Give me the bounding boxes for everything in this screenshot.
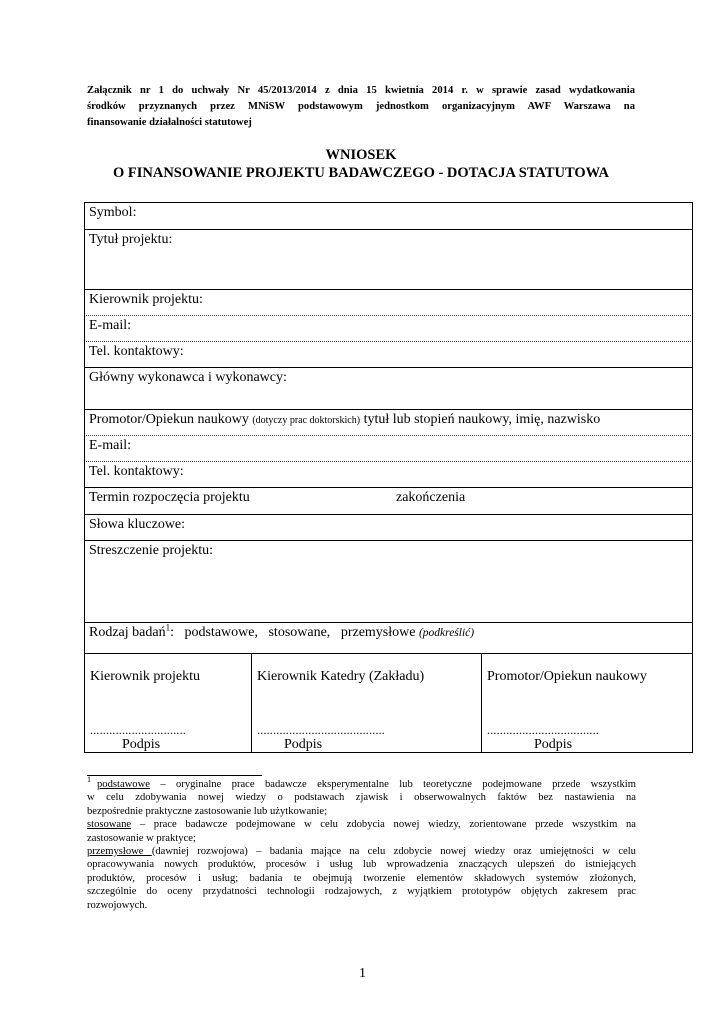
field-research-type <box>84 622 693 653</box>
field-promotor-phone[interactable] <box>84 461 693 487</box>
signature-role: Promotor/Opiekun naukowy <box>487 669 647 684</box>
footnote-ref: 1 <box>165 622 171 633</box>
footnote-term-industrial: przemysłowe <box>87 846 152 858</box>
research-type-label: Rodzaj badań <box>89 625 166 640</box>
attachment-note-line: Załącznik nr 1 do uchwały Nr 45/2013/2014 z dnia 15 kwietnia 2014 r. w sprawie zasad wydatkowania <box>87 85 635 96</box>
footnote-line: szczególnie do oceny przydatności technologii rodzajowych, z wyjątkiem prototypów objętych zakresem prac <box>87 886 636 898</box>
attachment-note-line: środków przyznanych przez MNiSW podstawowym jednostkom organizacyjnym AWF Warszawa na <box>87 101 635 112</box>
footnote-line: zastosowanie w praktyce; <box>87 832 196 844</box>
footnote-term-applied: stosowane <box>87 819 132 831</box>
promotor-phone-label: Tel. kontaktowy: <box>89 464 184 479</box>
project-manager-label: Kierownik projektu: <box>89 292 203 307</box>
footnote-line: rozwojowych. <box>87 899 148 911</box>
manager-email-label: E-mail: <box>89 318 131 333</box>
footnote-line: produktów, procesów i usług; badania te obejmują tworzenie elementów składowych systemów złożonych, <box>87 872 636 884</box>
signature-caption: Podpis <box>284 737 323 752</box>
signature-line: .............................. <box>90 723 186 737</box>
footnote-text: – oryginalne prace badawcze eksperymentalne lub teoretyczne podejmowane przede wszystkim <box>149 779 636 790</box>
research-type-applied-option[interactable]: stosowane, <box>268 625 331 640</box>
signature-line: ........................................ <box>257 723 385 737</box>
signature-promotor[interactable] <box>482 653 692 752</box>
field-project-dates[interactable] <box>84 487 693 514</box>
footnote-line: opracowywania nowych produktów, procesów i usług lub wprowadzenia znaczących ulepszeń do istniejących <box>87 859 636 871</box>
signature-role: Kierownik projektu <box>90 669 201 684</box>
signature-project-manager[interactable] <box>85 653 251 752</box>
keywords-label: Słowa kluczowe: <box>89 517 186 532</box>
research-type-line <box>89 622 475 641</box>
title-line-1: WNIOSEK <box>325 147 397 163</box>
promotor-rest: tytuł lub stopień naukowy, imię, nazwisko <box>363 412 601 427</box>
footnote <box>87 775 636 912</box>
signature-caption: Podpis <box>122 737 161 752</box>
page-number: 1 <box>359 966 366 981</box>
contractors-label: Główny wykonawca i wykonawcy: <box>89 370 287 385</box>
research-type-basic-option[interactable]: podstawowe, <box>184 625 258 640</box>
footnote-line: bezpośrednie praktyczne zastosowanie lub użytkowanie; <box>87 805 328 817</box>
document-title <box>87 146 635 182</box>
symbol-label: Symbol: <box>89 205 137 220</box>
promotor-main: Promotor/Opiekun naukowy <box>89 412 249 427</box>
underline-instruction: (podkreślić) <box>418 627 475 639</box>
field-promotor[interactable] <box>84 409 693 435</box>
signature-department-head[interactable] <box>252 653 481 752</box>
attachment-note <box>87 83 635 131</box>
promotor-email-label: E-mail: <box>89 438 131 453</box>
footnote-line <box>87 818 636 831</box>
research-type-industrial-option[interactable]: przemysłowe <box>340 625 416 640</box>
end-date-label: zakończenia <box>396 490 466 505</box>
signature-role: Kierownik Katedry (Zakładu) <box>257 669 425 684</box>
signature-line: ................................... <box>487 723 599 737</box>
start-date-label: Termin rozpoczęcia projektu <box>89 490 250 505</box>
signature-caption: Podpis <box>534 737 573 752</box>
form-bottom-border <box>84 752 693 753</box>
field-manager-phone[interactable] <box>84 341 693 367</box>
field-promotor-email[interactable] <box>84 435 693 461</box>
footnote-text: – prace badawcze podejmowane w celu zdobycia nowej wiedzy, zorientowane przede wszystkim na <box>131 819 636 831</box>
abstract-label: Streszczenie projektu: <box>89 543 214 558</box>
footnote-number: 1 <box>87 775 91 785</box>
field-contractors[interactable] <box>84 367 693 409</box>
promotor-label <box>89 412 600 428</box>
footnote-term-basic: podstawowe <box>97 779 150 790</box>
footnote-text: (dawniej rozwojowa) – badania mające na celu zdobycie nowej wiedzy oraz umiejętności w celu <box>151 846 636 858</box>
footnote-line: w celu zdobywania nowej wiedzy o podstawach zjawisk i obserwowalnych faktów bez nastawienia na <box>87 792 636 804</box>
research-type-colon: : <box>170 625 174 640</box>
promotor-note: (dotyczy prac doktorskich) <box>252 415 361 426</box>
footnote-line <box>87 775 636 791</box>
project-title-label: Tytuł projektu: <box>89 232 173 247</box>
field-manager-email[interactable] <box>84 315 693 341</box>
field-project-title[interactable] <box>84 229 693 289</box>
manager-phone-label: Tel. kontaktowy: <box>89 344 184 359</box>
field-abstract[interactable] <box>84 540 693 622</box>
footnote-line <box>87 845 636 858</box>
field-keywords[interactable] <box>84 514 693 540</box>
attachment-note-line: finansowanie działalności statutowej <box>87 117 252 128</box>
field-project-manager[interactable] <box>84 289 693 315</box>
signature-row <box>84 653 693 752</box>
footnote-separator <box>87 775 262 776</box>
field-symbol[interactable] <box>84 202 693 229</box>
title-line-2: O FINANSOWANIE PROJEKTU BADAWCZEGO - DOTACJA STATUTOWA <box>112 165 610 181</box>
